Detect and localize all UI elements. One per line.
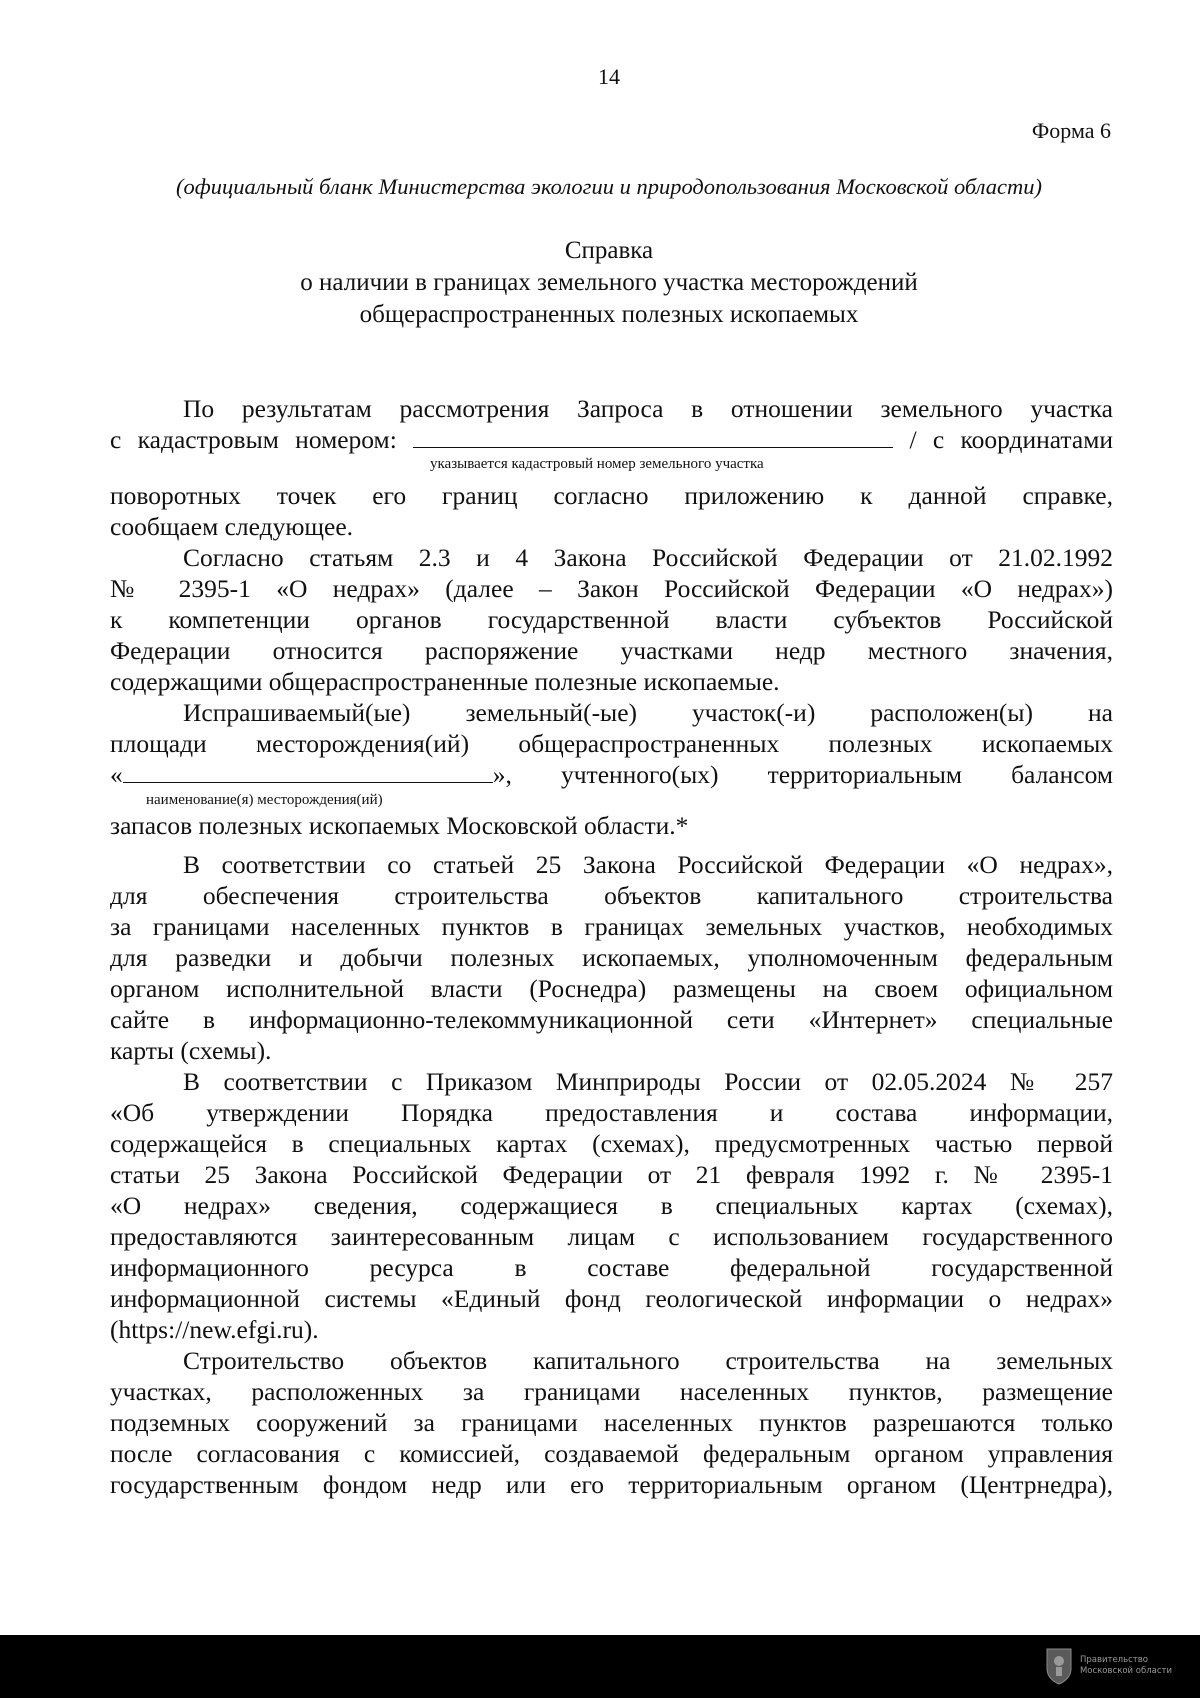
text-fragment: « <box>110 760 123 789</box>
text-line: «Об утверждении Порядка предоставления и состава информации, <box>110 1098 1113 1127</box>
stamp-text <box>1080 1655 1172 1677</box>
text-line: В соответствии со статьей 25 Закона Российской Федерации «О недрах», <box>183 850 1113 879</box>
title-line-2: о наличии в границах земельного участка месторождений <box>300 269 918 296</box>
paragraph-5 <box>110 1066 1113 1345</box>
title-line-1: Справка <box>564 237 654 264</box>
text-line: сообщаем следующее. <box>110 512 354 541</box>
text-line: предоставляются заинтересованным лицам с использованием государственного <box>110 1222 1113 1251</box>
text-line: карты (схемы). <box>110 1036 272 1065</box>
text-line: По результатам рассмотрения Запроса в отношении земельного участка <box>183 394 1113 423</box>
text-line: Испрашиваемый(ые) земельный(-ые) участок(-и) расположен(ы) на <box>183 698 1113 727</box>
text-line: статьи 25 Закона Российской Федерации от 21 февраля 1992 г. № 2395-1 <box>110 1160 1113 1189</box>
paragraph-6 <box>110 1345 1113 1500</box>
text-line: участках, расположенных за границами населенных пунктов, размещение <box>110 1377 1113 1406</box>
text-line: содержащейся в специальных картах (схемах), предусмотренных частью первой <box>110 1129 1113 1158</box>
text-line: информационного ресурса в составе федеральной государственной <box>110 1253 1113 1282</box>
text-line: для обеспечения строительства объектов капитального строительства <box>110 881 1113 910</box>
text-fragment: / с координатами <box>909 425 1113 454</box>
coat-of-arms-icon <box>1044 1647 1074 1685</box>
official-blank-note: (официальный бланк Министерства экологии и природопользования Московской области) <box>176 174 1042 199</box>
text-fragment: », учтенного(ых) территориальным балансом <box>492 760 1113 789</box>
text-line <box>110 424 1113 455</box>
text-line: запасов полезных ископаемых Московской области.* <box>110 811 689 840</box>
stamp-line-1: Правительство <box>1079 1655 1148 1665</box>
page-number: 14 <box>598 64 620 89</box>
form-label: Форма 6 <box>1031 118 1111 143</box>
document-title <box>0 235 1200 331</box>
government-stamp <box>1044 1647 1172 1685</box>
text-line: органом исполнительной власти (Роснедра) размещены на своем официальном <box>110 974 1113 1003</box>
text-line: подземных сооружений за границами населенных пунктов разрешаются только <box>110 1408 1113 1437</box>
deposit-name-blank <box>123 762 493 783</box>
text-line: сайте в информационно-телекоммуникационной сети «Интернет» специальные <box>110 1005 1113 1034</box>
title-line-3: общераспространенных полезных ископаемых <box>359 301 859 328</box>
paragraph-1 <box>110 393 1113 542</box>
paragraph-2 <box>110 542 1113 697</box>
text-line <box>110 759 1113 790</box>
text-line: (https://new.efgi.ru). <box>110 1315 319 1344</box>
cadastral-number-caption: указывается кадастровый номер земельного участка <box>430 456 764 472</box>
text-line: В соответствии с Приказом Минприроды России от 02.05.2024 № 257 <box>183 1067 1113 1096</box>
deposit-name-caption: наименование(я) месторождения(ий) <box>146 792 383 808</box>
text-line: поворотных точек его границ согласно приложению к данной справке, <box>110 481 1113 510</box>
paragraph-3 <box>110 697 1113 841</box>
paragraph-4 <box>110 849 1113 1066</box>
text-fragment: с кадастровым номером: <box>110 425 397 454</box>
stamp-line-2: Московской области <box>1079 1666 1172 1676</box>
text-line: государственным фондом недр или его территориальным органом (Центрнедра), <box>110 1470 1113 1499</box>
text-line: содержащими общераспространенные полезные ископаемые. <box>110 667 780 696</box>
text-line: Федерации относится распоряжение участками недр местного значения, <box>110 636 1113 665</box>
text-line: к компетенции органов государственной власти субъектов Российской <box>110 605 1113 634</box>
cadastral-number-blank <box>413 427 893 448</box>
text-line: информационной системы «Единый фонд геологической информации о недрах» <box>110 1284 1113 1313</box>
text-line: Согласно статьям 2.3 и 4 Закона Российской Федерации от 21.02.1992 <box>183 543 1113 572</box>
text-line: Строительство объектов капитального строительства на земельных <box>183 1346 1113 1375</box>
scan-bottom-bar <box>0 1635 1200 1698</box>
text-line: за границами населенных пунктов в границах земельных участков, необходимых <box>110 912 1113 941</box>
text-line: после согласования с комиссией, создаваемой федеральным органом управления <box>110 1439 1113 1468</box>
text-line: «О недрах» сведения, содержащиеся в специальных картах (схемах), <box>110 1191 1113 1220</box>
text-line: № 2395-1 «О недрах» (далее – Закон Российской Федерации «О недрах») <box>110 574 1113 603</box>
text-line: площади месторождения(ий) общераспространенных полезных ископаемых <box>110 729 1113 758</box>
text-line: для разведки и добычи полезных ископаемых, уполномоченным федеральным <box>110 943 1113 972</box>
